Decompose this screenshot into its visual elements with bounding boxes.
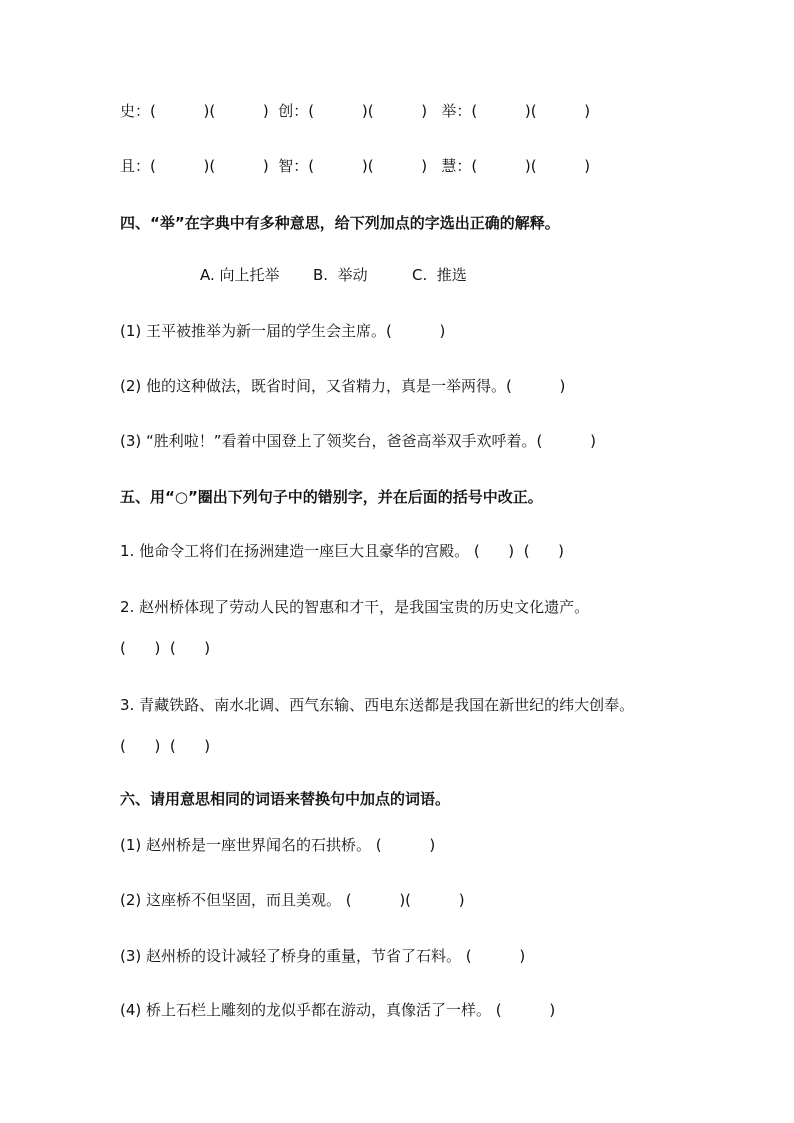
section-4-item-2: (2) 他的这种做法，既省时间，又省精力，真是一举两得。( ) (120, 377, 566, 395)
section-5-title: 五、用“○”圈出下列句子中的错别字，并在后面的括号中改正。 (120, 488, 543, 506)
section-4-item-3: (3) “胜利啦！”看着中国登上了领奖台，爸爸高举双手欢呼着。( ) (120, 432, 596, 450)
fill-row-1: 史：( )( ) 创：( )( ) 举：( )( ) (120, 102, 591, 120)
section-6-item-4: (4) 桥上石栏上雕刻的龙似乎都在游动，真像活了一样。 ( ) (120, 1001, 556, 1019)
section-5-item-2-brackets: ( ) ( ) (120, 639, 211, 657)
section-6-item-1: (1) 赵州桥是一座世界闻名的石拱桥。 ( ) (120, 836, 436, 854)
section-6-item-2: (2) 这座桥不但坚固，而且美观。 ( )( ) (120, 891, 465, 909)
section-5-item-2: 2. 赵州桥体现了劳动人民的智惠和才干，是我国宝贵的历史文化遗产。 (120, 598, 590, 616)
section-4-title: 四、“举”在字典中有多种意思，给下列加点的字选出正确的解释。 (120, 214, 560, 232)
fill-row-2: 且：( )( ) 智：( )( ) 慧：( )( ) (120, 157, 591, 175)
option-c: C. 推选 (412, 266, 467, 284)
option-a: A. 向上托举 (200, 266, 280, 284)
section-5-item-3-brackets: ( ) ( ) (120, 737, 211, 755)
section-5-item-1: 1. 他命令工将们在扬洲建造一座巨大且豪华的宫殿。 ( ) ( ) (120, 542, 565, 560)
section-6-item-3: (3) 赵州桥的设计减轻了桥身的重量，节省了石料。 ( ) (120, 947, 526, 965)
section-5-item-3: 3. 青藏铁路、南水北调、西气东输、西电东送都是我国在新世纪的纬大创奉。 (120, 696, 635, 714)
section-6-title: 六、请用意思相同的词语来替换句中加点的词语。 (120, 790, 451, 808)
section-4-item-1: (1) 王平被推举为新一届的学生会主席。( ) (120, 322, 446, 340)
option-b: B. 举动 (313, 266, 368, 284)
